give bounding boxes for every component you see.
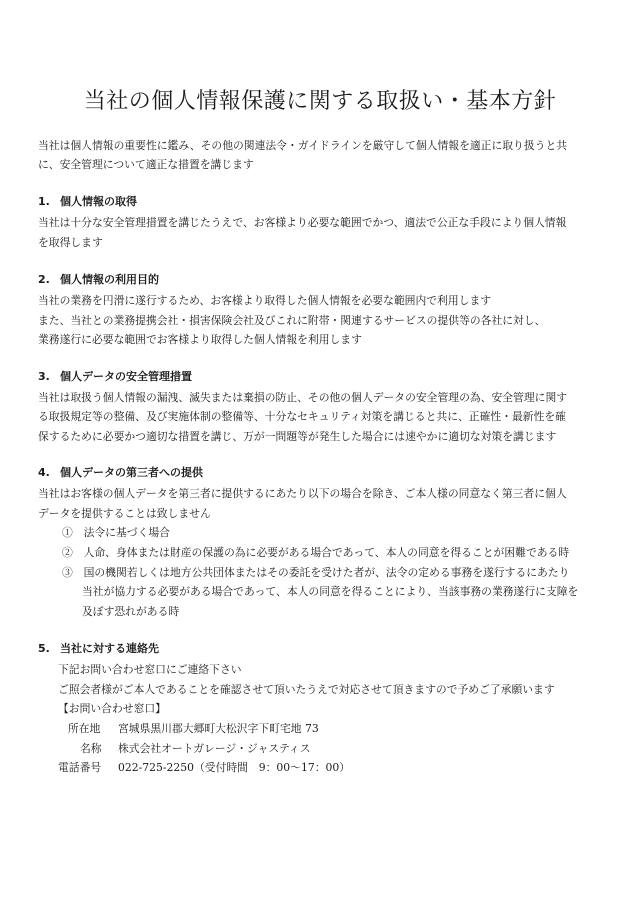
section-3-line-1: 当社は取扱う個人情報の漏洩、滅失または棄損の防止、その他の個人データの安全管理の為、安全管理に関す xyxy=(38,391,568,404)
section-4-item-1: ① 法令に基づく場合 xyxy=(62,526,170,539)
section-5-heading xyxy=(38,642,159,656)
contact-name-label: 名称 xyxy=(80,742,102,755)
section-4-number: 4. xyxy=(38,466,50,479)
section-2-line-2: また、当社との業務提携会社・損害保険会社及びこれに附帯・関連するサービスの提供等の各社に対し、 xyxy=(38,314,546,327)
section-2-heading xyxy=(38,273,159,287)
section-5-line-1: 下記お問い合わせ窓口にご連絡下さい xyxy=(58,663,242,676)
contact-phone-label: 電話番号 xyxy=(58,761,102,774)
section-4-item-3-cont-2: 及ぼす恐れがある時 xyxy=(82,605,180,618)
section-1-heading xyxy=(38,195,137,209)
contact-phone: 022-725-2250（受付時間 9：00～17：00） xyxy=(118,761,351,774)
section-3-line-3: 保するために必要かつ適切な措置を講じ、万が一問題等が発生した場合には速やかに適切な対策を講じます xyxy=(38,430,557,443)
contact-address-label: 所在地 xyxy=(68,722,101,735)
section-4-title: 個人データの第三者への提供 xyxy=(60,466,203,479)
section-2-line-1: 当社の業務を円滑に遂行するため、お客様より取得した個人情報を必要な範囲内で利用します xyxy=(38,294,492,307)
intro-line-2: に、安全管理について適正な措置を講じます xyxy=(38,158,254,171)
section-3-heading xyxy=(38,370,192,384)
section-5-number: 5. xyxy=(38,642,50,655)
section-4-item-2: ② 人命、身体または財産の保護の為に必要がある場合であって、本人の同意を得ることが困難である時 xyxy=(62,546,570,559)
section-5-line-2: ご照会者様がご本人であることを確認させて頂いたうえで対応させて頂きますので予めご了承願います xyxy=(58,683,555,696)
contact-address: 宮城県黒川郡大郷町大松沢字下町宅地 73 xyxy=(118,722,319,735)
section-1-number: 1. xyxy=(38,195,50,208)
section-3-title: 個人データの安全管理措置 xyxy=(60,370,192,383)
section-3-number: 3. xyxy=(38,370,50,383)
section-1-line-2: を取得します xyxy=(38,236,103,249)
intro-line-1: 当社は個人情報の重要性に鑑み、その他の関連法令・ガイドラインを厳守して個人情報を適正に取り扱うと共 xyxy=(38,139,568,152)
section-4-line-2: データを提供することは致しません xyxy=(38,507,211,520)
page-title: 当社の個人情報保護に関する取扱い・基本方針 xyxy=(83,89,557,114)
section-4-line-1: 当社はお客様の個人データを第三者に提供するにあたり以下の場合を除き、ご本人様の同意なく第三者に個人 xyxy=(38,487,567,500)
section-4-item-3: ③ 国の機関若しくは地方公共団体またはその委託を受けた者が、法令の定める事務を遂行するにあたり xyxy=(62,566,570,579)
section-1-line-1: 当社は十分な安全管理措置を講じたうえで、お客様より必要な範囲でかつ、適法で公正な手段により個人情報 xyxy=(38,216,567,229)
section-1-title: 個人情報の取得 xyxy=(60,195,137,208)
section-5-title: 当社に対する連絡先 xyxy=(60,642,159,655)
section-5-contact-header: 【お問い合わせ窓口】 xyxy=(58,702,166,715)
section-2-line-3: 業務遂行に必要な範囲でお客様より取得した個人情報を利用します xyxy=(38,333,362,346)
section-2-title: 個人情報の利用目的 xyxy=(60,273,159,286)
contact-company-name: 株式会社オートガレージ・ジャスティス xyxy=(118,742,311,755)
section-3-line-2: る取扱規定等の整備、及び実施体制の整備等、十分なセキュリティ対策を講じると共に、正確性・最新性を確 xyxy=(38,410,566,423)
section-2-number: 2. xyxy=(38,273,50,286)
section-4-heading xyxy=(38,466,203,480)
section-4-item-3-cont-1: 当社が協力する必要がある場合であって、本人の同意を得ることにより、当該事務の業務遂行に支障を xyxy=(82,585,579,598)
